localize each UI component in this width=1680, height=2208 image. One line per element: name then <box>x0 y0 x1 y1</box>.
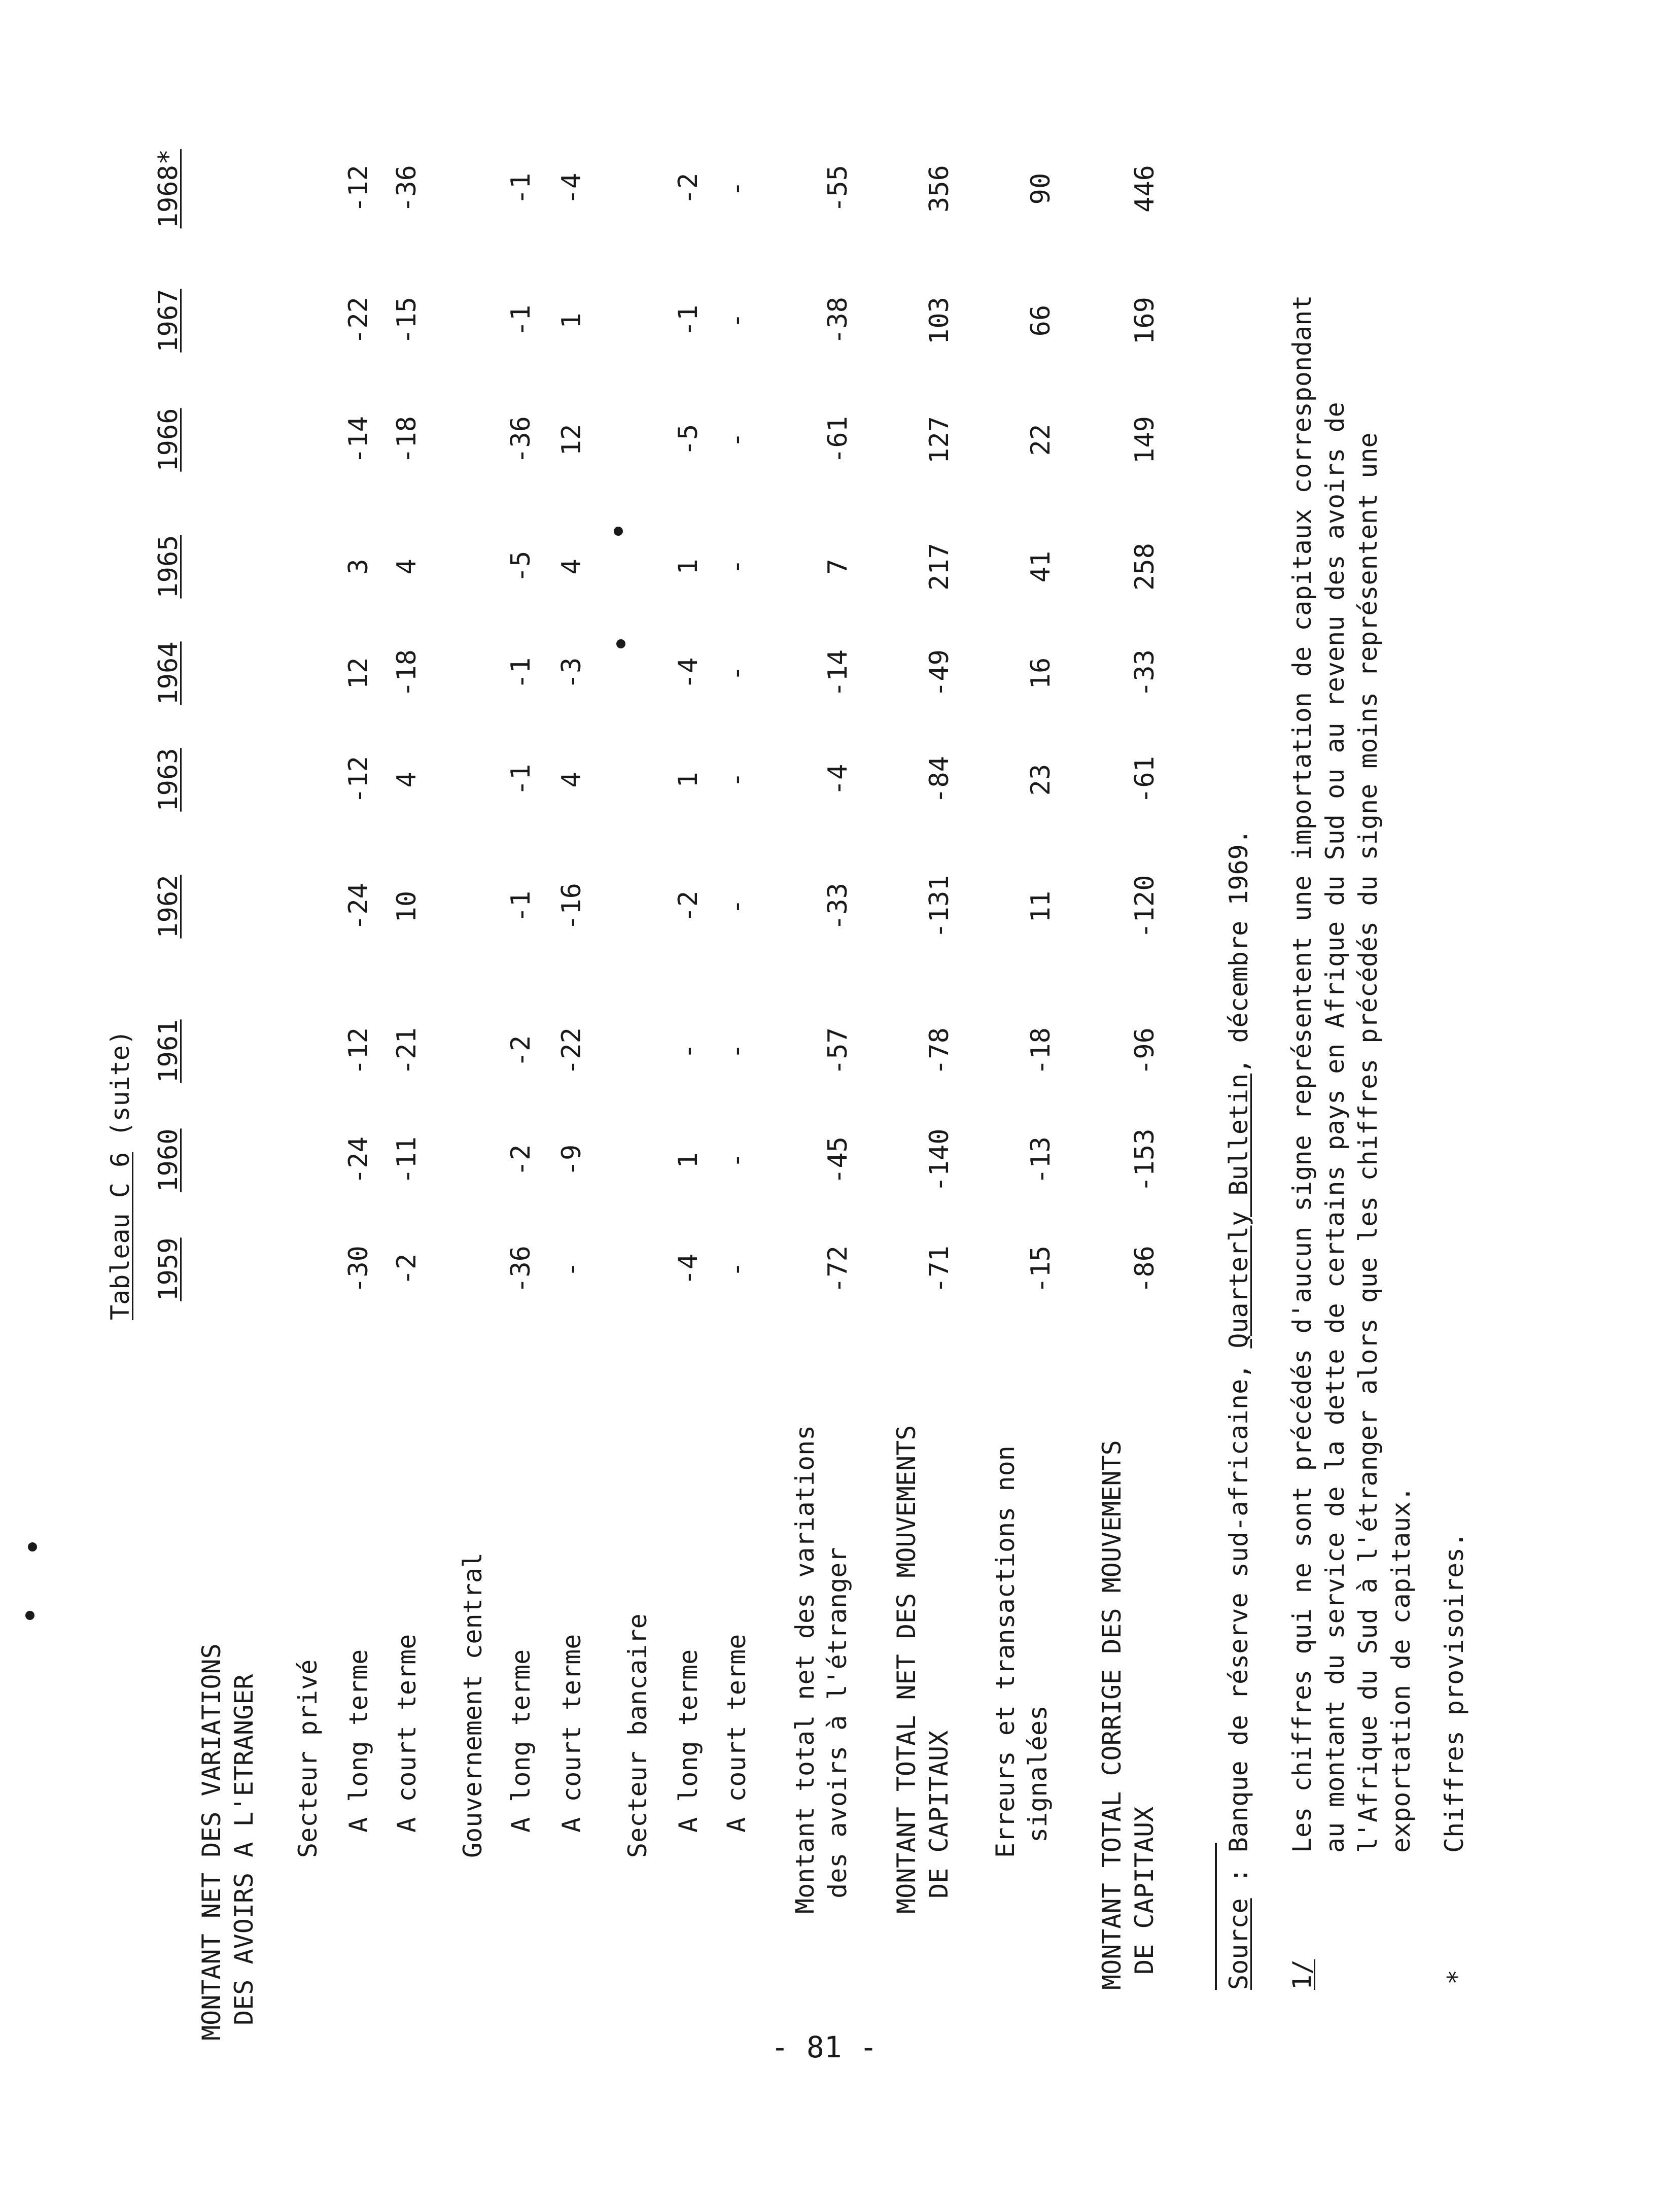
cell: -11 <box>392 1136 422 1184</box>
cell: -71 <box>924 1246 955 1293</box>
cell: -12 <box>343 1027 374 1075</box>
cell: -12 <box>343 756 374 804</box>
row-label-total-corrige: MONTANT TOTAL CORRIGE DES MOUVEMENTS DE CAPITAUX <box>1097 1440 1159 1990</box>
scan-dot-mark <box>25 1611 34 1620</box>
footnote-2-marker: * <box>1442 1969 1472 1985</box>
cell: -30 <box>343 1246 374 1293</box>
scan-dot-mark <box>28 1542 37 1551</box>
year-header-1961: 1961 <box>153 1019 184 1083</box>
row-label-secteur-prive: Secteur privé <box>293 1659 323 1858</box>
cell: 169 <box>1130 297 1160 344</box>
row-label-gouv-court: A court terme <box>557 1634 586 1833</box>
cell: -16 <box>556 883 587 930</box>
page-number: - 81 - <box>771 2030 878 2064</box>
cell: - <box>721 1152 752 1168</box>
cell: -4 <box>823 764 853 796</box>
row-label-gouv-long: A long terme <box>506 1649 536 1833</box>
cell: -2 <box>392 1253 422 1286</box>
cell: -9 <box>556 1144 587 1177</box>
year-header-1963: 1963 <box>153 748 184 812</box>
cell: -24 <box>343 1136 374 1184</box>
source-separator-rule <box>1215 1843 1217 1990</box>
cell: 4 <box>556 772 587 788</box>
year-header-1964: 1964 <box>153 641 184 705</box>
cell: - <box>721 1043 752 1059</box>
cell: -153 <box>1130 1128 1160 1192</box>
cell: - <box>721 1261 752 1278</box>
footnote-1-marker: 1/ <box>1287 1959 1317 1990</box>
cell: 149 <box>1130 416 1160 464</box>
cell: - <box>721 772 752 788</box>
cell: -22 <box>556 1027 587 1075</box>
cell: -2 <box>673 890 704 923</box>
cell: -3 <box>556 657 587 689</box>
cell: -5 <box>673 424 704 456</box>
cell: 12 <box>556 424 587 456</box>
cell: -4 <box>673 657 704 689</box>
cell: -13 <box>1026 1136 1056 1184</box>
cell: -36 <box>506 1246 536 1293</box>
cell: -24 <box>343 883 374 930</box>
table-title <box>104 1030 136 1320</box>
cell: 1 <box>556 313 587 329</box>
cell: -15 <box>392 297 422 344</box>
footnote-1-line-2: au montant du service de la dette de certains pays en Afrique du Sud ou au revenu des avoirs de <box>1320 402 1350 1853</box>
cell: -2 <box>506 1035 536 1067</box>
cell: -49 <box>924 649 955 697</box>
cell: 7 <box>823 559 853 575</box>
row-label-banc-long: A long terme <box>674 1649 703 1833</box>
cell: -18 <box>1026 1027 1056 1075</box>
cell: 23 <box>1026 764 1056 796</box>
row-label-prive-long: A long terme <box>344 1649 373 1833</box>
cell: -55 <box>823 165 853 213</box>
cell: -96 <box>1130 1027 1160 1075</box>
year-header-1967: 1967 <box>153 289 184 353</box>
row-label-secteur-bancaire: Secteur bancaire <box>623 1613 652 1858</box>
row-label-erreurs: Erreurs et transactions non signalées <box>991 1445 1053 1858</box>
cell: -1 <box>506 764 536 796</box>
cell: -33 <box>823 883 853 930</box>
cell: - <box>721 313 752 329</box>
cell: 4 <box>392 559 422 575</box>
source-line <box>1222 829 1255 1990</box>
scan-dot-mark <box>616 639 625 648</box>
cell: -131 <box>924 875 955 939</box>
cell: -14 <box>343 416 374 464</box>
cell: 90 <box>1026 172 1056 205</box>
source-date: , décembre 1969. <box>1224 829 1253 1074</box>
cell: - <box>721 665 752 681</box>
table-title-main: Tableau C 6 <box>106 1152 135 1320</box>
row-label-total-mouvements: MONTANT TOTAL NET DES MOUVEMENTS DE CAPITAUX <box>892 1425 954 1914</box>
cell: -78 <box>924 1027 955 1075</box>
cell: -2 <box>506 1144 536 1177</box>
row-label-avoirs-header: MONTANT NET DES VARIATIONS DES AVOIRS A L'ETRANGER <box>197 1643 259 2041</box>
year-header-1966: 1966 <box>153 408 184 472</box>
row-label-banc-court: A court terme <box>722 1634 751 1833</box>
cell: 10 <box>392 890 422 923</box>
cell: 258 <box>1130 543 1160 591</box>
source-label: Source <box>1224 1898 1253 1990</box>
cell: -61 <box>1130 756 1160 804</box>
footnote-1-line-3: l'Afrique du Sud à l'étranger alors que les chiffres précédés du signe moins représentent une <box>1353 432 1383 1853</box>
cell: -72 <box>823 1246 853 1293</box>
cell: 16 <box>1026 657 1056 689</box>
cell: -1 <box>506 657 536 689</box>
year-header-1960: 1960 <box>153 1128 184 1192</box>
cell: 1 <box>673 772 704 788</box>
cell: - <box>556 1261 587 1278</box>
cell: 3 <box>343 559 374 575</box>
cell: - <box>673 1043 704 1059</box>
cell: -120 <box>1130 875 1160 939</box>
cell: -36 <box>392 165 422 213</box>
cell: -61 <box>823 416 853 464</box>
row-label-gouvernement: Gouvernement central <box>458 1552 487 1858</box>
cell: -140 <box>924 1128 955 1192</box>
cell: -14 <box>823 649 853 697</box>
footnote-1-line-4: exportation de capitaux. <box>1386 1486 1416 1853</box>
cell: 12 <box>343 657 374 689</box>
cell: -1 <box>673 304 704 337</box>
cell: 1 <box>673 559 704 575</box>
row-label-total-variations: Montant total net des variations des avoirs à l'étranger <box>790 1425 852 1914</box>
cell: -2 <box>673 172 704 205</box>
cell: -5 <box>506 550 536 583</box>
cell: -33 <box>1130 649 1160 697</box>
footnote-2-text: Chiffres provisoires. <box>1440 1532 1469 1853</box>
year-header-1965: 1965 <box>153 535 184 599</box>
cell: 4 <box>556 559 587 575</box>
cell: 41 <box>1026 550 1056 583</box>
row-label-prive-court: A court terme <box>392 1634 422 1833</box>
year-header-1959: 1959 <box>153 1237 184 1301</box>
cell: -4 <box>556 172 587 205</box>
cell: -22 <box>343 297 374 344</box>
cell: - <box>721 559 752 575</box>
cell: -86 <box>1130 1246 1160 1293</box>
year-header-1968: 1968* <box>153 149 184 229</box>
cell: -15 <box>1026 1246 1056 1293</box>
cell: -45 <box>823 1136 853 1184</box>
cell: -84 <box>924 756 955 804</box>
scan-dot-mark <box>614 527 623 536</box>
cell: -57 <box>823 1027 853 1075</box>
cell: 1 <box>673 1152 704 1168</box>
cell: -12 <box>343 165 374 213</box>
cell: - <box>721 432 752 448</box>
cell: 356 <box>924 165 955 213</box>
cell: 446 <box>1130 165 1160 213</box>
cell: -1 <box>506 172 536 205</box>
cell: 4 <box>392 772 422 788</box>
cell: 127 <box>924 416 955 464</box>
source-publication: Quarterly Bulletin <box>1224 1073 1253 1349</box>
cell: -4 <box>673 1253 704 1286</box>
source-sep: : Banque de réserve sud-africaine, <box>1224 1348 1253 1899</box>
cell: 103 <box>924 297 955 344</box>
cell: -38 <box>823 297 853 344</box>
cell: 66 <box>1026 304 1056 337</box>
cell: 11 <box>1026 890 1056 923</box>
cell: -36 <box>506 416 536 464</box>
cell: -18 <box>392 649 422 697</box>
table-title-suffix: (suite) <box>106 1030 135 1152</box>
cell: 22 <box>1026 424 1056 456</box>
cell: 217 <box>924 543 955 591</box>
footnote-1-line-1: Les chiffres qui ne sont précédés d'aucun signe représentent une importation de capitaux correspondant <box>1287 295 1317 1853</box>
cell: -18 <box>392 416 422 464</box>
cell: -1 <box>506 304 536 337</box>
cell: - <box>721 181 752 197</box>
cell: - <box>721 899 752 915</box>
cell: -1 <box>506 890 536 923</box>
cell: -21 <box>392 1027 422 1075</box>
year-header-1962: 1962 <box>153 875 184 939</box>
